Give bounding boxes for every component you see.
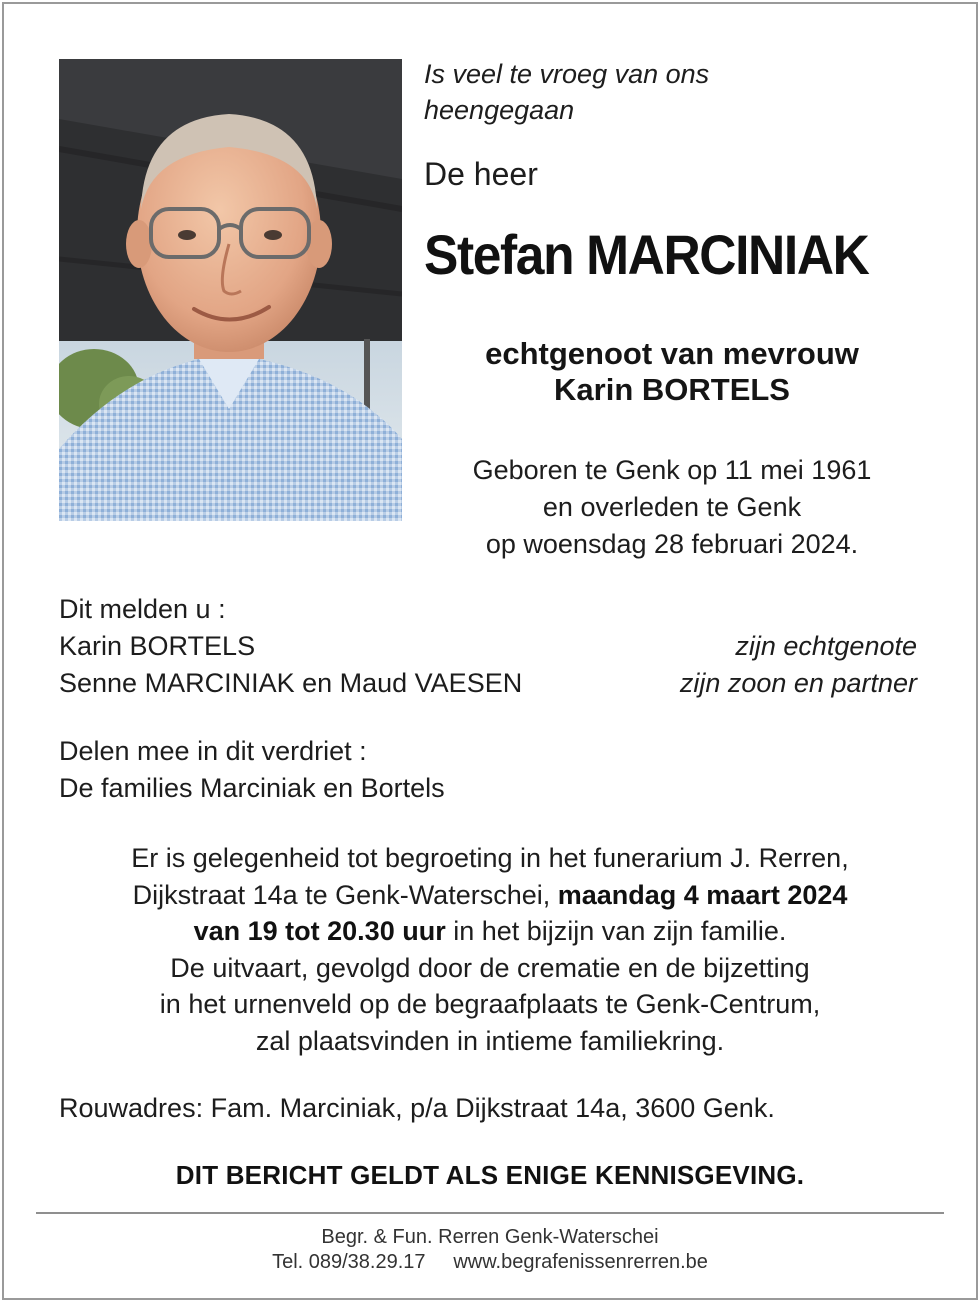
title-prefix: De heer bbox=[424, 156, 538, 192]
life-dates bbox=[424, 452, 920, 563]
announcer-name: Senne MARCINIAK en Maud VAESEN bbox=[59, 668, 523, 698]
ceremony-line-3 bbox=[40, 913, 940, 950]
announcers-heading: Dit melden u : bbox=[59, 594, 226, 624]
ceremony-hours: van 19 tot 20.30 uur bbox=[193, 916, 446, 946]
life-line-2: en overleden te Genk bbox=[542, 492, 802, 522]
intro-text bbox=[424, 56, 944, 128]
deceased-name: Stefan MARCINIAK bbox=[424, 223, 869, 286]
announcer-row bbox=[59, 665, 917, 702]
portrait-photo bbox=[59, 59, 402, 521]
share-block bbox=[59, 733, 917, 807]
life-line-1: Geboren te Genk op 11 mei 1961 bbox=[472, 455, 872, 485]
spouse-block bbox=[424, 336, 920, 408]
ceremony-date: maandag 4 maart 2024 bbox=[557, 879, 848, 910]
footer-divider bbox=[36, 1212, 944, 1214]
announcer-name: Karin BORTELS bbox=[59, 631, 256, 661]
footer-line-2: Tel. 089/38.29.17 www.begrafenissenrerren.be bbox=[272, 1251, 708, 1273]
footer-line-1: Begr. & Fun. Rerren Genk-Waterschei bbox=[321, 1226, 659, 1248]
official-notice: DIT BERICHT GELDT ALS ENIGE KENNISGEVING. bbox=[175, 1160, 805, 1190]
announcer-relation: zijn zoon en partner bbox=[679, 668, 917, 698]
funeral-home-footer bbox=[40, 1225, 940, 1275]
share-families: De families Marciniak en Bortels bbox=[59, 773, 445, 803]
ceremony-block bbox=[40, 840, 940, 1059]
ceremony-line-1: Er is gelegenheid tot begroeting in het funerarium J. Rerren, bbox=[131, 843, 849, 873]
announcer-row bbox=[59, 628, 917, 665]
spouse-line-1: echtgenoot van mevrouw bbox=[485, 336, 859, 371]
announcers-block bbox=[59, 591, 917, 702]
intro-line-1: Is veel te vroeg van ons bbox=[424, 59, 710, 89]
intro-line-2: heengegaan bbox=[424, 95, 575, 125]
ceremony-line-6: zal plaatsvinden in intieme familiekring. bbox=[255, 1025, 725, 1056]
life-line-3: op woensdag 28 februari 2024. bbox=[485, 529, 859, 559]
share-heading: Delen mee in dit verdriet : bbox=[59, 736, 367, 766]
announcer-relation: zijn echtgenote bbox=[735, 631, 917, 661]
ceremony-line-4: De uitvaart, gevolgd door de crematie en de bijzetting bbox=[170, 952, 810, 983]
ceremony-presence: in het bijzijn van zijn familie. bbox=[445, 916, 787, 946]
mourning-address: Rouwadres: Fam. Marciniak, p/a Dijkstraat 14a, 3600 Genk. bbox=[59, 1093, 775, 1123]
spouse-line-2: Karin BORTELS bbox=[554, 372, 790, 407]
ceremony-line-5: in het urnenveld op de begraafplaats te Genk-Centrum, bbox=[159, 989, 821, 1019]
ceremony-line-2 bbox=[40, 877, 940, 914]
ceremony-location: Dijkstraat 14a te Genk-Waterschei, bbox=[132, 879, 558, 910]
